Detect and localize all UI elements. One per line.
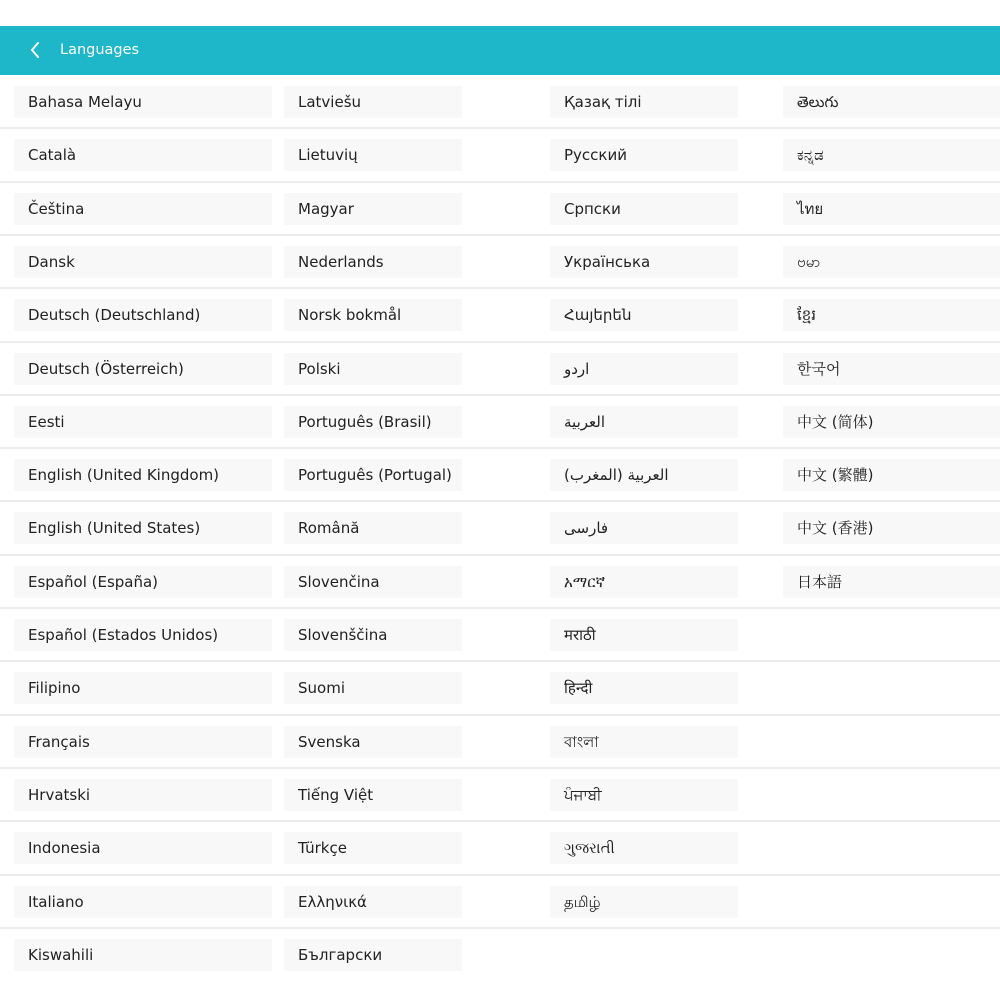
row-divider — [0, 447, 1000, 449]
language-option[interactable] — [284, 299, 462, 331]
language-option[interactable] — [284, 939, 462, 971]
language-label: हिन्दी — [564, 679, 593, 698]
language-label: Ελληνικά — [298, 892, 367, 911]
language-option[interactable] — [284, 619, 462, 651]
language-label: Українська — [564, 252, 651, 271]
chevron-left-icon — [30, 42, 40, 58]
language-option[interactable] — [550, 726, 738, 758]
language-option[interactable] — [14, 832, 272, 864]
language-option[interactable] — [550, 779, 738, 811]
language-label: தமிழ் — [564, 892, 601, 911]
language-option[interactable] — [14, 512, 272, 544]
language-option[interactable] — [14, 779, 272, 811]
language-option[interactable] — [14, 86, 272, 118]
language-list — [0, 75, 1000, 1000]
row-divider — [0, 874, 1000, 876]
row-divider — [0, 234, 1000, 236]
language-label: አማርኛ — [564, 572, 606, 591]
row-divider — [0, 927, 1000, 929]
row-divider — [0, 714, 1000, 716]
language-label: Português (Portugal) — [298, 466, 452, 485]
language-label: Bahasa Melayu — [28, 93, 142, 111]
language-label: Русский — [564, 146, 627, 165]
language-option[interactable] — [550, 832, 738, 864]
language-option[interactable] — [550, 86, 738, 118]
language-option[interactable] — [550, 886, 738, 918]
language-option[interactable] — [14, 886, 272, 918]
language-label: ಕನ್ನಡ — [797, 146, 824, 165]
language-label: Español (España) — [28, 572, 159, 591]
language-label: తెలుగు — [797, 93, 839, 111]
language-option[interactable] — [14, 139, 272, 171]
language-option[interactable] — [550, 353, 738, 385]
language-option[interactable] — [783, 459, 1000, 491]
language-label: English (United Kingdom) — [28, 466, 220, 485]
row-divider — [0, 181, 1000, 183]
language-label: ไทย — [797, 199, 824, 218]
language-option[interactable] — [783, 246, 1000, 278]
row-divider — [0, 341, 1000, 343]
language-label: Svenska — [298, 732, 361, 751]
row-divider — [0, 767, 1000, 769]
language-label: Español (Estados Unidos) — [28, 626, 219, 644]
language-option[interactable] — [284, 886, 462, 918]
language-label: Hrvatski — [28, 785, 91, 804]
language-option[interactable] — [550, 246, 738, 278]
language-label: Suomi — [298, 679, 345, 698]
language-label: Français — [28, 732, 90, 751]
language-label: Հայերեն — [564, 306, 632, 325]
language-label: Indonesia — [28, 839, 101, 858]
page-title: Languages — [60, 42, 140, 58]
language-label: Filipino — [28, 679, 81, 698]
language-option[interactable] — [14, 672, 272, 704]
language-option[interactable] — [284, 459, 462, 491]
row-divider — [0, 607, 1000, 609]
language-option[interactable] — [284, 566, 462, 598]
language-label: ਪੰਜਾਬੀ — [564, 785, 602, 804]
language-option[interactable] — [14, 406, 272, 438]
language-label: Қазақ тілі — [564, 93, 642, 111]
language-option[interactable] — [550, 512, 738, 544]
language-option[interactable] — [550, 566, 738, 598]
language-option[interactable] — [284, 139, 462, 171]
language-label: Latviešu — [298, 93, 362, 111]
row-divider — [0, 820, 1000, 822]
language-label: ગુજરાતી — [564, 839, 615, 858]
language-option[interactable] — [284, 353, 462, 385]
language-label: Dansk — [28, 252, 75, 271]
language-option[interactable] — [550, 459, 738, 491]
row-divider — [0, 660, 1000, 662]
language-option[interactable] — [14, 619, 272, 651]
language-label: Português (Brasil) — [298, 412, 432, 431]
language-option[interactable] — [783, 139, 1000, 171]
language-option[interactable] — [783, 353, 1000, 385]
language-option[interactable] — [550, 299, 738, 331]
language-option[interactable] — [14, 726, 272, 758]
row-divider — [0, 554, 1000, 556]
language-label: 한국어 — [797, 359, 841, 378]
language-label: English (United States) — [28, 519, 201, 538]
language-option[interactable] — [550, 619, 738, 651]
language-option[interactable] — [14, 566, 272, 598]
language-option[interactable] — [284, 86, 462, 118]
language-label: Tiếng Việt — [298, 785, 374, 804]
language-label: Slovenčina — [298, 572, 380, 591]
language-label: Nederlands — [298, 252, 384, 271]
language-label: اردو — [564, 359, 590, 378]
language-label: Български — [298, 945, 383, 964]
language-label: 日本語 — [797, 572, 843, 591]
language-option[interactable] — [284, 672, 462, 704]
language-label: العربية — [564, 412, 605, 431]
language-option[interactable] — [783, 299, 1000, 331]
language-label: فارسی — [564, 519, 609, 538]
language-option[interactable] — [550, 139, 738, 171]
language-option[interactable] — [783, 566, 1000, 598]
language-label: 中文 (繁體) — [797, 466, 874, 485]
row-divider — [0, 394, 1000, 396]
language-label: العربية (المغرب) — [564, 466, 669, 485]
language-label: ខ្មែរ — [797, 306, 817, 325]
language-option[interactable] — [14, 939, 272, 971]
language-option[interactable] — [783, 406, 1000, 438]
language-label: Italiano — [28, 892, 84, 911]
language-option[interactable] — [284, 193, 462, 225]
language-option[interactable] — [14, 193, 272, 225]
language-option[interactable] — [550, 406, 738, 438]
language-label: Deutsch (Deutschland) — [28, 306, 201, 325]
language-option[interactable] — [783, 512, 1000, 544]
language-label: Kiswahili — [28, 945, 94, 964]
language-option[interactable] — [284, 779, 462, 811]
language-option[interactable] — [14, 353, 272, 385]
language-label: 中文 (简体) — [797, 412, 874, 431]
language-label: मराठी — [564, 626, 596, 644]
language-label: Català — [28, 146, 77, 165]
language-option[interactable] — [550, 672, 738, 704]
language-option[interactable] — [284, 246, 462, 278]
language-label: Polski — [298, 359, 341, 378]
language-label: Eesti — [28, 412, 65, 431]
language-label: বাংলা — [564, 732, 599, 751]
language-label: Deutsch (Österreich) — [28, 359, 184, 378]
language-label: Magyar — [298, 199, 354, 218]
language-label: 中文 (香港) — [797, 519, 874, 538]
language-label: ဗမာ — [797, 252, 821, 271]
back-button[interactable] — [22, 36, 52, 66]
language-label: Čeština — [28, 199, 85, 218]
app-bar — [0, 26, 1000, 75]
language-option[interactable] — [284, 726, 462, 758]
language-option[interactable] — [14, 459, 272, 491]
language-label: Српски — [564, 199, 621, 218]
language-label: Slovenščina — [298, 626, 388, 644]
language-option[interactable] — [284, 406, 462, 438]
language-label: Norsk bokmål — [298, 306, 402, 325]
row-divider — [0, 287, 1000, 289]
language-option[interactable] — [550, 193, 738, 225]
language-label: Lietuvių — [298, 146, 358, 165]
language-option[interactable] — [284, 512, 462, 544]
row-divider — [0, 127, 1000, 129]
language-option[interactable] — [783, 86, 1000, 118]
language-option[interactable] — [14, 299, 272, 331]
language-option[interactable] — [284, 832, 462, 864]
language-option[interactable] — [783, 193, 1000, 225]
row-divider — [0, 500, 1000, 502]
language-label: Türkçe — [298, 839, 347, 858]
language-label: Română — [298, 519, 360, 538]
language-option[interactable] — [14, 246, 272, 278]
